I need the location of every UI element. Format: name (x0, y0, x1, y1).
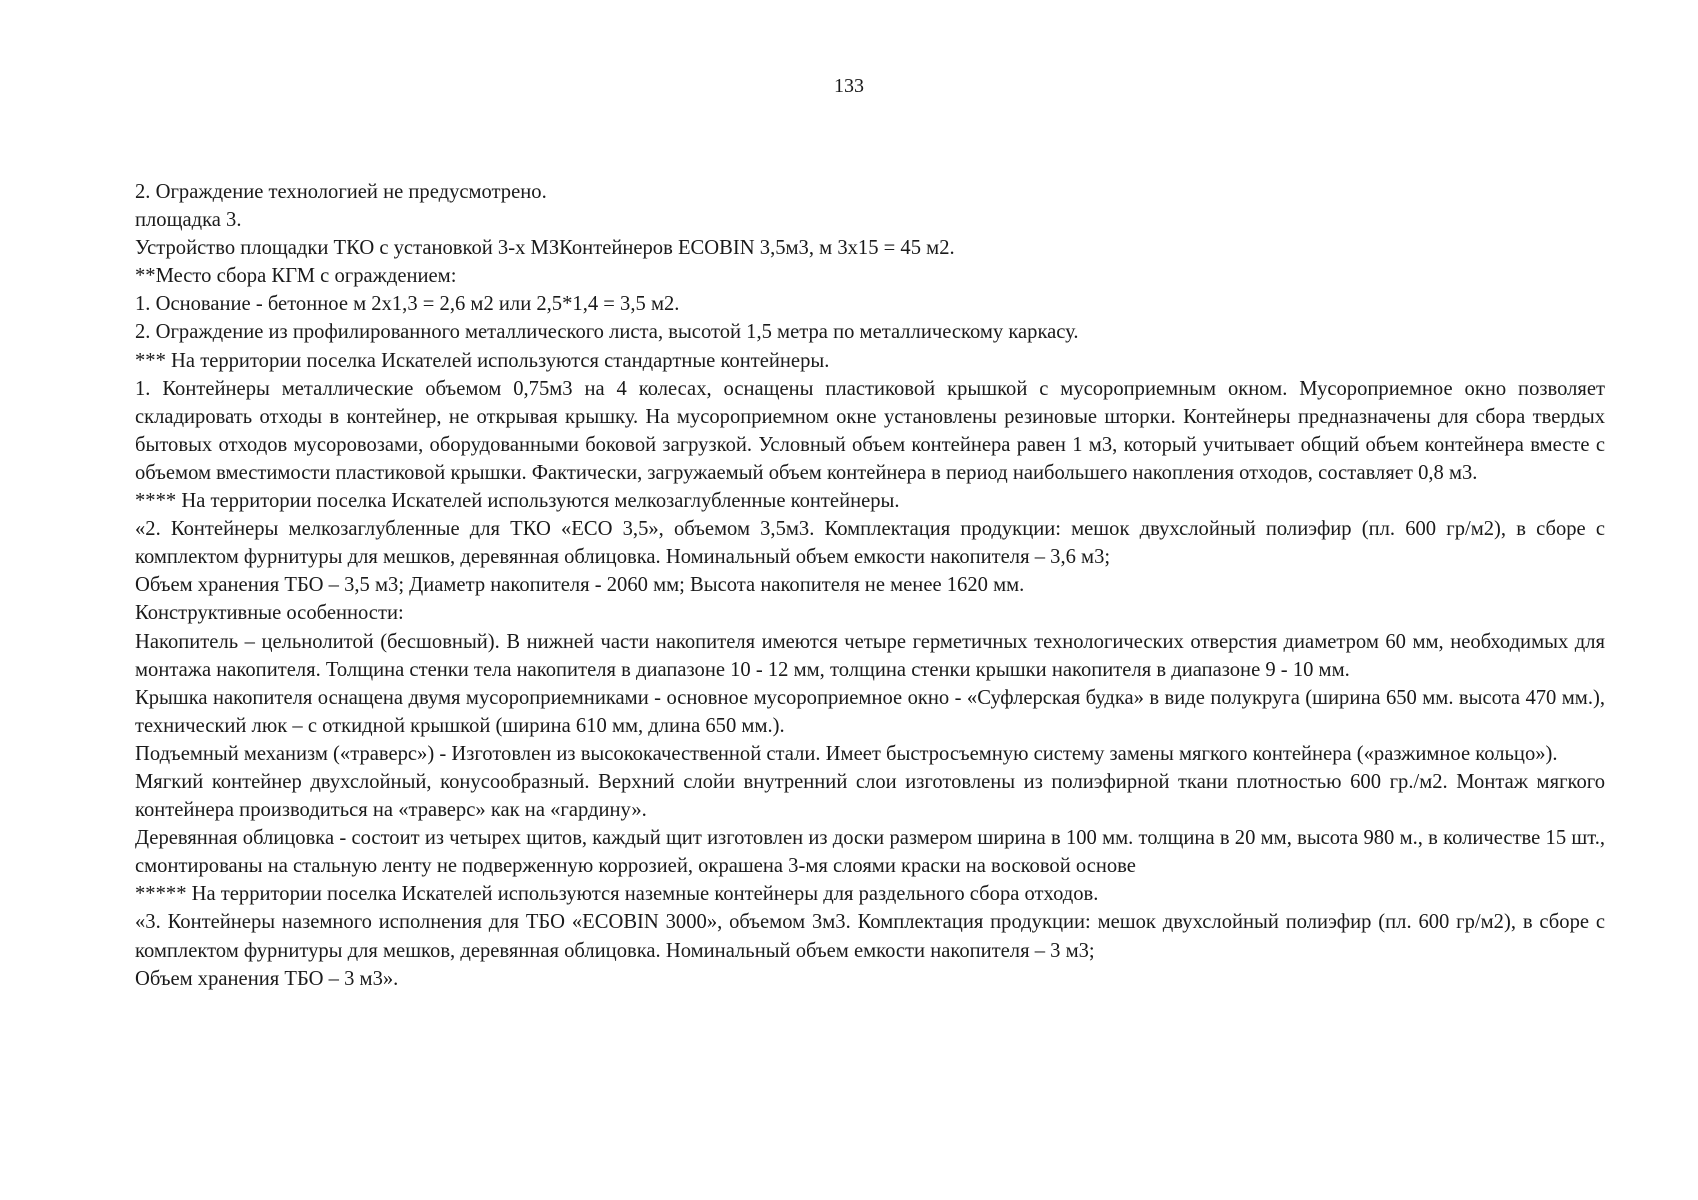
paragraph: Накопитель – цельнолитой (бесшовный). В нижней части накопителя имеются четыре герметичных технологических отверстия диаметром 60 мм, необходимых для монтажа накопителя. Толщина стенки тела накопителя в диапазоне 10 - 12 мм, толщина стенки крышки накопителя в диапазоне 9 - 10 мм. (135, 630, 1605, 681)
paragraph: Деревянная облицовка - состоит из четырех щитов, каждый щит изготовлен из доски размером ширина в 100 мм. толщина в 20 мм, высота 980 м., в количестве 15 шт., смонтированы на стальную ленту не подверженную коррозией, окрашена 3-мя слоями краски на восковой основе (135, 827, 1605, 878)
text-line: **** На территории поселка Искателей используются мелкозаглубленные контейнеры. (135, 490, 900, 513)
text-line: *** На территории поселка Искателей используются стандартные контейнеры. (135, 349, 830, 372)
text-line: площадка 3. (135, 209, 242, 232)
paragraph: Крышка накопителя оснащена двумя мусороприемниками - основное мусороприемное окно - «Суфлерская будка» в виде полукруга (ширина 650 мм. высота 470 мм.), технический люк – с откидной крышкой (ширина 610 мм, длина 650 мм.). (135, 686, 1605, 737)
text-line: **Место сбора КГМ с ограждением: (135, 265, 457, 288)
paragraph: Мягкий контейнер двухслойный, конусообразный. Верхний слойи внутренний слои изготовлены из полиэфирной ткани плотностью 600 гр./м2. Монтаж мягкого контейнера производиться на «траверс» как на «гардину». (135, 770, 1605, 822)
document-body (135, 178, 1605, 993)
page-number: 133 (834, 75, 864, 97)
paragraph: Подъемный механизм («траверс») - Изготовлен из высококачественной стали. Имеет быстросъемную систему замены мягкого контейнера («разжимное кольцо»). (135, 742, 1558, 765)
text-line: Объем хранения ТБО – 3 м3». (135, 967, 399, 990)
paragraph: «2. Контейнеры мелкозаглубленные для ТКО «ECO 3,5», объемом 3,5м3. Комплектация продукции: мешок двухслойный полиэфир (пл. 600 гр/м2), в сборе с комплектом фурнитуры для мешков, деревянная облицовка. Номинальный объем емкости накопителя – 3,6 м3; (135, 518, 1605, 569)
text-line: ***** На территории поселка Искателей используются наземные контейнеры для раздельного сбора отходов. (135, 883, 1099, 906)
text-line: Устройство площадки ТКО с установкой 3-х МЗКонтейнеров ECOBIN 3,5м3, м 3х15 = 45 м2. (135, 237, 955, 260)
text-line: 1. Основание - бетонное м 2х1,3 = 2,6 м2 или 2,5*1,4 = 3,5 м2. (135, 293, 680, 316)
paragraph: «3. Контейнеры наземного исполнения для ТБО «ECOBIN 3000», объемом 3м3. Комплектация продукции: мешок двухслойный полиэфир (пл. 600 гр/м2), в сборе с комплектом фурнитуры для мешков, деревянная облицовка. Номинальный объем емкости накопителя – 3 м3; (135, 911, 1605, 962)
paragraph: 1. Контейнеры металлические объемом 0,75м3 на 4 колесах, оснащены пластиковой крышкой с мусороприемным окном. Мусороприемное окно позволяет складировать отходы в контейнер, не открывая крышку. На мусороприемном окне установлены резиновые шторки. Контейнеры предназначены для сбора твердых бытовых отходов мусоровозами, оборудованными боковой загрузкой. Условный объем контейнера равен 1 м3, который учитывает общий объем контейнера вместе с объемом вместимости пластиковой крышки. Фактически, загружаемый объем контейнера в период наибольшего накопления отходов, составляет 0,8 м3. (135, 377, 1605, 484)
text-line: Конструктивные особенности: (135, 602, 404, 625)
text-line: 2. Ограждение технологией не предусмотрено. (135, 181, 547, 203)
text-line: 2. Ограждение из профилированного металлического листа, высотой 1,5 метра по металлическому каркасу. (135, 321, 1079, 344)
text-line: Объем хранения ТБО – 3,5 м3; Диаметр накопителя - 2060 мм; Высота накопителя не менее 1620 мм. (135, 574, 1025, 597)
